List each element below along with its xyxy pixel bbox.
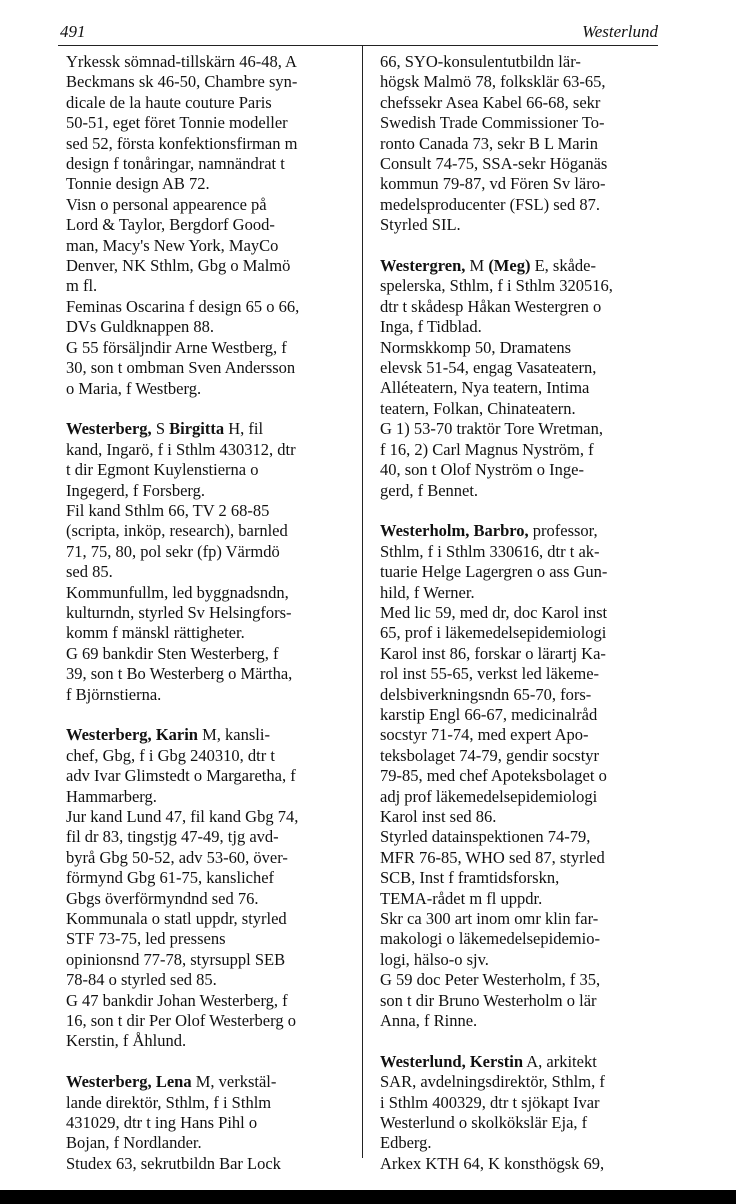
text-line: Styrled SIL. (380, 215, 461, 235)
text-line: adv Ivar Glimstedt o Margaretha, f (66, 766, 296, 786)
entry-given-name: Lena (155, 1072, 192, 1092)
entry-given-name: Kerstin (469, 1051, 524, 1071)
text-line: kommun 79-87, vd Fören Sv läro- (380, 174, 606, 194)
entry-heading-line: Westerholm, Barbro, professor, (380, 521, 598, 541)
text-line: dicale de la haute couture Paris (66, 92, 272, 112)
text-line: komm f mänskl rättigheter. (66, 623, 245, 643)
entry-given-name: Karin (155, 725, 198, 745)
entry-surname: Westerberg, (66, 419, 152, 439)
text-line: i Sthlm 400329, dtr t sjökapt Ivar (380, 1092, 600, 1112)
text-line: Feminas Oscarina f design 65 o 66, (66, 296, 300, 316)
entry-surname: Westergren, (380, 256, 466, 276)
running-title: Westerlund (582, 22, 658, 41)
text-line: gerd, f Bennet. (380, 480, 479, 500)
text-line: Studex 63, sekrutbildn Bar Lock (66, 1153, 281, 1173)
scan-bottom-edge (0, 1190, 736, 1204)
entry-gap (66, 1052, 358, 1072)
text-line: Beckmans sk 46-50, Chambre syn- (66, 72, 298, 92)
text-line: chefssekr Asea Kabel 66-68, sekr (380, 92, 601, 112)
text-line: MFR 76-85, WHO sed 87, styrled (380, 847, 605, 867)
text-line: G 59 doc Peter Westerholm, f 35, (380, 970, 601, 990)
text-line: G 1) 53-70 traktör Tore Wretman, (380, 419, 604, 439)
text-line: Bojan, f Nordlander. (66, 1133, 202, 1153)
text-line: teatern, Folkan, Chinateatern. (380, 398, 576, 418)
text-line: 30, son t ombman Sven Andersson (66, 358, 296, 378)
text-line: Tonnie design AB 72. (66, 174, 210, 194)
text-line: Ingegerd, f Forsberg. (66, 480, 205, 500)
entry-gap (66, 399, 358, 419)
text-line: Visn o personal appearence på (66, 194, 267, 214)
entry-given-name: Barbro, (473, 521, 529, 541)
entry-given-name: Birgitta (169, 419, 225, 439)
text-line: kand, Ingarö, f i Sthlm 430312, dtr (66, 439, 296, 459)
column-divider (362, 46, 363, 1158)
text-line: man, Macy's New York, MayCo (66, 235, 279, 255)
entry-surname: Westerberg, (66, 1072, 152, 1092)
header-rule (58, 45, 658, 46)
text-line: (scripta, inköp, research), barnled (66, 521, 288, 541)
text-line: Normskkomp 50, Dramatens (380, 337, 572, 357)
text-line: Alléteatern, Nya teatern, Intima (380, 378, 590, 398)
entry-gap (66, 705, 358, 725)
text-line: Fil kand Sthlm 66, TV 2 68-85 (66, 500, 270, 520)
text-line: Hammarberg. (66, 786, 157, 806)
text-line: Styrled datainspektionen 74-79, (380, 827, 591, 847)
text-line: 78-84 o styrled sed 85. (66, 970, 217, 990)
text-line: t dir Egmont Kuylenstierna o (66, 460, 259, 480)
text-line: 65, prof i läkemedelsepidemiologi (380, 623, 607, 643)
text-line: fil dr 83, tingstjg 47-49, tjg avd- (66, 827, 279, 847)
text-line: sed 52, första konfektionsfirman m (66, 133, 298, 153)
text-line: delsbiverkningsndn 65-70, fors- (380, 684, 592, 704)
entry-heading-line: Westerlund, Kerstin A, arkitekt (380, 1051, 597, 1071)
text-line: makologi o läkemedelsepidemio- (380, 929, 600, 949)
text-line: o Maria, f Westberg. (66, 378, 202, 398)
page-header (58, 20, 658, 44)
entry-gap (380, 501, 672, 521)
entry-heading-line: Westerberg, S Birgitta H, fil (66, 419, 264, 439)
text-line: Kommunfullm, led byggnadsndn, (66, 582, 289, 602)
entry-heading-line: Westerberg, Lena M, verkstäl- (66, 1072, 277, 1092)
text-line: Gbgs överförmyndnd sed 76. (66, 888, 259, 908)
text-line: hild, f Werner. (380, 582, 475, 602)
text-line: Karol inst 86, forskar o lärartj Ka- (380, 643, 606, 663)
text-line: högsk Malmö 78, folksklär 63-65, (380, 72, 606, 92)
text-line: Westerlund o skolkökslär Eja, f (380, 1113, 588, 1133)
text-line: dtr t skådesp Håkan Westergren o (380, 296, 602, 316)
text-line: design f tonåringar, namnändrat t (66, 154, 285, 174)
text-line: tuarie Helge Lagergren o ass Gun- (380, 562, 608, 582)
text-line: m fl. (66, 276, 98, 296)
entry-given-name: (Meg) (488, 256, 531, 276)
text-line: Denver, NK Sthlm, Gbg o Malmö (66, 256, 291, 276)
entry-surname: Westerberg, (66, 725, 152, 745)
text-line: 71, 75, 80, pol sekr (fp) Värmdö (66, 541, 280, 561)
entry-surname: Westerlund, (380, 1051, 466, 1071)
text-line: ronto Canada 73, sekr B L Marin (380, 133, 598, 153)
text-line: Karol inst sed 86. (380, 807, 497, 826)
text-line: byrå Gbg 50-52, adv 53-60, över- (66, 847, 288, 867)
text-line: Skr ca 300 art inom omr klin far- (380, 909, 599, 929)
text-line: 79-85, med chef Apoteksbolaget o (380, 766, 607, 786)
entry-heading-line: Westerberg, Karin M, kansli- (66, 725, 270, 745)
text-line: 50-51, eget föret Tonnie modeller (66, 113, 288, 133)
text-line: chef, Gbg, f i Gbg 240310, dtr t (66, 745, 275, 765)
text-line: opinionsnd 77-78, styrsuppl SEB (66, 949, 286, 969)
text-line: 431029, dtr t ing Hans Pihl o (66, 1113, 258, 1133)
text-line: SCB, Inst f framtidsforskn, (380, 868, 560, 888)
right-column (380, 52, 672, 1174)
text-line: förmynd Gbg 61-75, kanslichef (66, 868, 275, 888)
text-line: Lord & Taylor, Bergdorf Good- (66, 215, 275, 235)
text-line: 40, son t Olof Nyström o Inge- (380, 460, 584, 480)
text-line: G 47 bankdir Johan Westerberg, f (66, 990, 288, 1010)
text-line: G 55 försäljndir Arne Westberg, f (66, 337, 287, 357)
text-line: adj prof läkemedelsepidemiologi (380, 786, 598, 806)
text-line: Swedish Trade Commissioner To- (380, 113, 605, 133)
text-line: Kerstin, f Åhlund. (66, 1031, 187, 1051)
text-line: f 16, 2) Carl Magnus Nyström, f (380, 439, 594, 459)
text-line: logi, hälso-o sjv. (380, 949, 489, 969)
entry-heading-line: Westergren, M (Meg) E, skåde- (380, 256, 596, 276)
text-line: 66, SYO-konsulentutbildn lär- (380, 52, 581, 71)
text-line: SAR, avdelningsdirektör, Sthlm, f (380, 1072, 605, 1092)
text-line: Med lic 59, med dr, doc Karol inst (380, 602, 608, 622)
text-line: Jur kand Lund 47, fil kand Gbg 74, (66, 807, 299, 826)
text-line: spelerska, Sthlm, f i Sthlm 320516, (380, 276, 613, 296)
text-line: rol inst 55-65, verkst led läkeme- (380, 664, 600, 684)
text-line: 39, son t Bo Westerberg o Märtha, (66, 664, 293, 684)
text-line: son t dir Bruno Westerholm o lär (380, 990, 597, 1010)
text-line: karstip Engl 66-67, medicinalråd (380, 704, 598, 724)
text-line: TEMA-rådet m fl uppdr. (380, 888, 543, 908)
page-number: 491 (60, 22, 86, 41)
text-line: medelsproducenter (FSL) sed 87. (380, 194, 600, 214)
text-line: socstyr 71-74, med expert Apo- (380, 725, 589, 745)
text-line: Sthlm, f i Sthlm 330616, dtr t ak- (380, 541, 600, 561)
text-line: f Björnstierna. (66, 684, 162, 704)
text-line: STF 73-75, led pressens (66, 929, 226, 949)
text-line: Consult 74-75, SSA-sekr Höganäs (380, 154, 608, 174)
text-line: DVs Guldknappen 88. (66, 317, 215, 337)
entry-gap (380, 1031, 672, 1051)
entry-gap (380, 236, 672, 256)
text-line: Edberg. (380, 1133, 432, 1153)
text-line: G 69 bankdir Sten Westerberg, f (66, 643, 279, 663)
text-line: 16, son t dir Per Olof Westerberg o (66, 1011, 296, 1031)
text-line: teksbolaget 74-79, gendir socstyr (380, 745, 600, 765)
text-line: lande direktör, Sthlm, f i Sthlm (66, 1092, 272, 1112)
text-line: Yrkessk sömnad-tillskärn 46-48, A (66, 52, 297, 71)
entry-surname: Westerholm, (380, 521, 470, 541)
text-line: sed 85. (66, 562, 113, 582)
text-line: Arkex KTH 64, K konsthögsk 69, (380, 1153, 605, 1173)
text-line: Anna, f Rinne. (380, 1011, 478, 1031)
text-line: kulturndn, styrled Sv Helsingfors- (66, 602, 292, 622)
text-line: Kommunala o statl uppdr, styrled (66, 909, 287, 929)
text-line: Inga, f Tidblad. (380, 317, 482, 337)
text-line: elevsk 51-54, engag Vasateatern, (380, 358, 597, 378)
left-column (66, 52, 358, 1174)
